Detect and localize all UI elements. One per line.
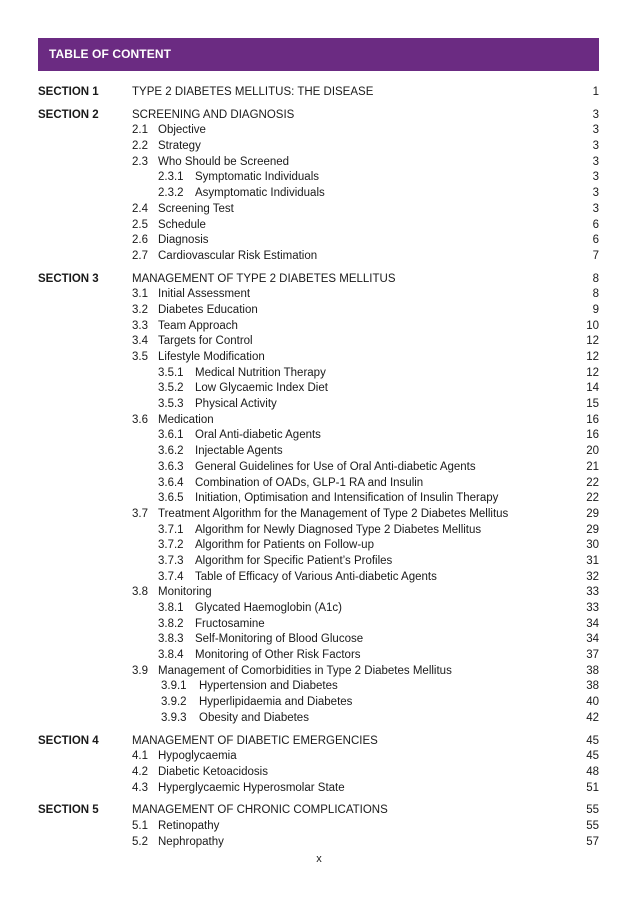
entry-title: Algorithm for Patients on Follow-up bbox=[195, 539, 374, 552]
entry-number: 2.1 bbox=[132, 124, 148, 137]
toc-section bbox=[38, 734, 599, 797]
entry-number: 3.8.1 bbox=[158, 602, 184, 614]
entry-number: 2.3.1 bbox=[158, 171, 184, 184]
entry-page-number: 16 bbox=[586, 429, 599, 442]
entry-title: Hypertension and Diabetes bbox=[199, 680, 338, 693]
entry-title: Hyperglycaemic Hyperosmolar State bbox=[158, 781, 345, 794]
entry-page-number: 48 bbox=[586, 765, 599, 778]
toc-entry[interactable] bbox=[132, 381, 599, 397]
entry-page-number: 3 bbox=[592, 202, 599, 215]
toc-entry[interactable] bbox=[132, 202, 599, 218]
entry-title: Symptomatic Individuals bbox=[195, 171, 319, 184]
toc-entry[interactable] bbox=[132, 711, 599, 727]
entry-number: 3.1 bbox=[132, 288, 148, 301]
entry-title: Low Glycaemic Index Diet bbox=[195, 382, 328, 395]
entry-page-number: 15 bbox=[586, 398, 599, 411]
entry-title: Retinopathy bbox=[158, 819, 220, 832]
toc-entry[interactable] bbox=[132, 601, 599, 617]
toc-entry[interactable] bbox=[132, 287, 599, 303]
entry-title: Treatment Algorithm for the Management of Type 2 Diabetes Mellitus bbox=[158, 507, 509, 520]
entry-number: 3.7.4 bbox=[158, 570, 184, 583]
entry-title: Management of Comorbidities in Type 2 Diabetes Mellitus bbox=[158, 664, 452, 677]
entry-number: 3.9 bbox=[132, 664, 148, 677]
section-label: SECTION 3 bbox=[38, 272, 99, 285]
entry-number: 4.2 bbox=[132, 765, 148, 778]
entry-title: Physical Activity bbox=[195, 398, 277, 411]
entry-number: 2.3.2 bbox=[158, 187, 184, 200]
entry-page-number: 37 bbox=[586, 649, 599, 662]
toc-entry[interactable] bbox=[132, 233, 599, 249]
entry-title: Asymptomatic Individuals bbox=[195, 187, 325, 200]
section-label: SECTION 2 bbox=[38, 108, 99, 121]
entry-page-number: 6 bbox=[592, 218, 599, 231]
toc-entry[interactable] bbox=[132, 803, 599, 819]
entry-title: Initial Assessment bbox=[158, 288, 251, 301]
entry-page-number: 12 bbox=[586, 351, 599, 363]
entry-page-number: 33 bbox=[586, 602, 599, 614]
toc-entry[interactable] bbox=[132, 350, 599, 366]
entry-number: 3.6 bbox=[132, 413, 148, 426]
entry-number: 3.7 bbox=[132, 507, 148, 520]
toc-entry[interactable] bbox=[132, 303, 599, 319]
entry-number: 4.1 bbox=[132, 750, 148, 763]
toc-entry[interactable] bbox=[132, 585, 599, 601]
toc-section bbox=[38, 272, 599, 727]
toc-section bbox=[38, 85, 599, 101]
entry-number: 3.6.3 bbox=[158, 460, 184, 473]
entry-number: 2.4 bbox=[132, 202, 148, 215]
entry-number: 3.8 bbox=[132, 586, 148, 599]
entry-page-number: 45 bbox=[586, 734, 599, 747]
entry-page-number: 40 bbox=[586, 696, 599, 709]
toc-entry[interactable] bbox=[132, 155, 599, 171]
toc-entry[interactable] bbox=[132, 819, 599, 835]
entry-title: Medication bbox=[158, 413, 214, 426]
entry-title: Screening Test bbox=[158, 202, 234, 215]
entry-number: 3.5.3 bbox=[158, 398, 184, 411]
entry-number: 4.3 bbox=[132, 781, 148, 794]
entry-title: Objective bbox=[158, 124, 206, 137]
entry-title: General Guidelines for Use of Oral Anti-diabetic Agents bbox=[195, 460, 476, 473]
entry-title: Monitoring bbox=[158, 586, 212, 599]
entry-page-number: 1 bbox=[592, 86, 599, 98]
entry-page-number: 8 bbox=[592, 288, 599, 301]
toc-entry[interactable] bbox=[132, 765, 599, 781]
entry-number: 5.2 bbox=[132, 835, 148, 848]
entry-title: Team Approach bbox=[158, 319, 238, 332]
entry-page-number: 55 bbox=[586, 804, 599, 817]
section-entries bbox=[132, 272, 599, 727]
toc-entry[interactable] bbox=[132, 170, 599, 186]
entry-title: Combination of OADs, GLP-1 RA and Insulin bbox=[195, 476, 424, 489]
entry-number: 3.6.5 bbox=[158, 492, 184, 505]
entry-page-number: 22 bbox=[586, 492, 599, 505]
entry-number: 3.8.2 bbox=[158, 617, 184, 630]
entry-number: 3.7.1 bbox=[158, 523, 184, 536]
toc-entry[interactable] bbox=[132, 319, 599, 335]
entry-title: Initiation, Optimisation and Intensification of Insulin Therapy bbox=[195, 492, 499, 505]
toc-entry[interactable] bbox=[132, 444, 599, 460]
toc-entry[interactable] bbox=[132, 85, 599, 101]
entry-title: MANAGEMENT OF CHRONIC COMPLICATIONS bbox=[132, 804, 388, 817]
entry-title: Hypoglycaemia bbox=[158, 750, 237, 763]
entry-page-number: 34 bbox=[586, 617, 599, 630]
table-of-contents bbox=[38, 85, 599, 857]
toc-title: TABLE OF CONTENT bbox=[49, 47, 172, 61]
entry-page-number: 3 bbox=[592, 155, 599, 168]
entry-page-number: 42 bbox=[586, 711, 599, 724]
entry-page-number: 14 bbox=[586, 382, 599, 395]
entry-number: 3.9.2 bbox=[161, 696, 187, 709]
toc-entry[interactable] bbox=[132, 123, 599, 139]
section-label: SECTION 1 bbox=[38, 86, 99, 98]
entry-page-number: 12 bbox=[586, 366, 599, 379]
toc-entry[interactable] bbox=[132, 272, 599, 288]
toc-entry[interactable] bbox=[132, 749, 599, 765]
toc-entry[interactable] bbox=[132, 648, 599, 664]
section-label: SECTION 4 bbox=[38, 734, 99, 747]
toc-entry[interactable] bbox=[132, 249, 599, 265]
entry-title: Targets for Control bbox=[158, 335, 253, 348]
entry-page-number: 33 bbox=[586, 586, 599, 599]
toc-entry[interactable] bbox=[132, 428, 599, 444]
toc-section bbox=[38, 803, 599, 850]
entry-page-number: 8 bbox=[592, 272, 599, 285]
entry-title: Algorithm for Specific Patient’s Profiles bbox=[195, 554, 393, 567]
entry-title: Cardiovascular Risk Estimation bbox=[158, 249, 318, 262]
entry-number: 3.5.1 bbox=[158, 366, 184, 379]
toc-entry[interactable] bbox=[132, 108, 599, 124]
entry-number: 3.2 bbox=[132, 303, 148, 316]
entry-title: Diagnosis bbox=[158, 234, 209, 247]
entry-title: Diabetes Education bbox=[158, 303, 258, 316]
toc-entry[interactable] bbox=[132, 366, 599, 382]
entry-page-number: 57 bbox=[586, 835, 599, 848]
entry-title: TYPE 2 DIABETES MELLITUS: THE DISEASE bbox=[132, 86, 374, 98]
entry-title: Diabetic Ketoacidosis bbox=[158, 765, 268, 778]
entry-number: 3.6.1 bbox=[158, 429, 184, 442]
entry-title: Schedule bbox=[158, 218, 206, 231]
toc-section bbox=[38, 108, 599, 265]
entry-page-number: 20 bbox=[586, 445, 599, 458]
toc-entry[interactable] bbox=[132, 507, 599, 523]
entry-page-number: 3 bbox=[592, 108, 599, 121]
entry-page-number: 22 bbox=[586, 476, 599, 489]
entry-title: Oral Anti-diabetic Agents bbox=[195, 429, 321, 442]
section-entries bbox=[132, 85, 599, 101]
entry-page-number: 32 bbox=[586, 570, 599, 583]
entry-title: Monitoring of Other Risk Factors bbox=[195, 649, 361, 662]
toc-entry[interactable] bbox=[132, 413, 599, 429]
entry-number: 3.9.3 bbox=[161, 711, 187, 724]
entry-title: Who Should be Screened bbox=[158, 155, 290, 168]
entry-page-number: 21 bbox=[586, 460, 599, 473]
toc-entry[interactable] bbox=[132, 617, 599, 633]
entry-number: 2.6 bbox=[132, 234, 148, 247]
toc-entry[interactable] bbox=[132, 218, 599, 234]
entry-title: SCREENING AND DIAGNOSIS bbox=[132, 108, 295, 121]
entry-number: 3.7.3 bbox=[158, 554, 184, 567]
toc-entry[interactable] bbox=[132, 186, 599, 202]
toc-entry[interactable] bbox=[132, 695, 599, 711]
toc-entry[interactable] bbox=[132, 460, 599, 476]
entry-title: Lifestyle Modification bbox=[158, 351, 265, 363]
entry-page-number: 34 bbox=[586, 633, 599, 646]
entry-page-number: 12 bbox=[586, 335, 599, 348]
toc-entry[interactable] bbox=[132, 781, 599, 797]
entry-title: Hyperlipidaemia and Diabetes bbox=[199, 696, 353, 709]
entry-page-number: 31 bbox=[586, 554, 599, 567]
entry-page-number: 3 bbox=[592, 171, 599, 184]
toc-entry[interactable] bbox=[132, 570, 599, 586]
toc-entry[interactable] bbox=[132, 734, 599, 750]
toc-entry[interactable] bbox=[132, 491, 599, 507]
toc-entry[interactable] bbox=[132, 554, 599, 570]
entry-title: MANAGEMENT OF DIABETIC EMERGENCIES bbox=[132, 734, 378, 747]
section-entries bbox=[132, 108, 599, 265]
entry-number: 3.5.2 bbox=[158, 382, 184, 395]
entry-number: 3.6.4 bbox=[158, 476, 184, 489]
section-entries bbox=[132, 803, 599, 850]
entry-title: Injectable Agents bbox=[195, 445, 283, 458]
entry-title: Fructosamine bbox=[195, 617, 265, 630]
entry-page-number: 10 bbox=[586, 319, 599, 332]
entry-title: Strategy bbox=[158, 140, 201, 153]
entry-page-number: 29 bbox=[586, 507, 599, 520]
entry-page-number: 38 bbox=[586, 664, 599, 677]
page-number: x bbox=[316, 853, 322, 865]
entry-page-number: 51 bbox=[586, 781, 599, 794]
section-entries bbox=[132, 734, 599, 797]
toc-entry[interactable] bbox=[132, 538, 599, 554]
entry-number: 2.3 bbox=[132, 155, 148, 168]
entry-title: MANAGEMENT OF TYPE 2 DIABETES MELLITUS bbox=[132, 272, 396, 285]
entry-page-number: 6 bbox=[592, 234, 599, 247]
entry-page-number: 16 bbox=[586, 413, 599, 426]
toc-entry[interactable] bbox=[132, 334, 599, 350]
entry-number: 3.5 bbox=[132, 351, 148, 363]
entry-number: 3.7.2 bbox=[158, 539, 184, 552]
entry-number: 2.2 bbox=[132, 140, 148, 153]
toc-entry[interactable] bbox=[132, 679, 599, 695]
entry-number: 3.8.4 bbox=[158, 649, 184, 662]
entry-page-number: 9 bbox=[592, 303, 599, 316]
toc-entry[interactable] bbox=[132, 664, 599, 680]
toc-header-bar bbox=[38, 38, 599, 71]
entry-title: Medical Nutrition Therapy bbox=[195, 366, 326, 379]
entry-page-number: 3 bbox=[592, 124, 599, 137]
entry-page-number: 3 bbox=[592, 140, 599, 153]
toc-entry[interactable] bbox=[132, 835, 599, 851]
entry-number: 3.4 bbox=[132, 335, 148, 348]
toc-entry[interactable] bbox=[132, 397, 599, 413]
toc-entry[interactable] bbox=[132, 632, 599, 648]
entry-page-number: 3 bbox=[592, 187, 599, 200]
toc-entry[interactable] bbox=[132, 139, 599, 155]
entry-number: 3.3 bbox=[132, 319, 148, 332]
entry-number: 3.8.3 bbox=[158, 633, 184, 646]
entry-number: 2.7 bbox=[132, 249, 148, 262]
entry-page-number: 29 bbox=[586, 523, 599, 536]
section-label: SECTION 5 bbox=[38, 804, 99, 817]
entry-number: 3.9.1 bbox=[161, 680, 187, 693]
entry-title: Table of Efficacy of Various Anti-diabetic Agents bbox=[195, 570, 437, 583]
entry-title: Obesity and Diabetes bbox=[199, 711, 309, 724]
entry-page-number: 55 bbox=[586, 819, 599, 832]
toc-entry[interactable] bbox=[132, 476, 599, 492]
entry-title: Self-Monitoring of Blood Glucose bbox=[195, 633, 364, 646]
toc-entry[interactable] bbox=[132, 523, 599, 539]
entry-number: 3.6.2 bbox=[158, 445, 184, 458]
entry-page-number: 30 bbox=[586, 539, 599, 552]
entry-page-number: 38 bbox=[586, 680, 599, 693]
entry-title: Nephropathy bbox=[158, 835, 224, 848]
entry-number: 5.1 bbox=[132, 819, 148, 832]
entry-title: Glycated Haemoglobin (A1c) bbox=[195, 602, 343, 614]
entry-page-number: 45 bbox=[586, 750, 599, 763]
entry-title: Algorithm for Newly Diagnosed Type 2 Diabetes Mellitus bbox=[195, 523, 482, 536]
entry-number: 2.5 bbox=[132, 218, 148, 231]
entry-page-number: 7 bbox=[592, 249, 599, 262]
